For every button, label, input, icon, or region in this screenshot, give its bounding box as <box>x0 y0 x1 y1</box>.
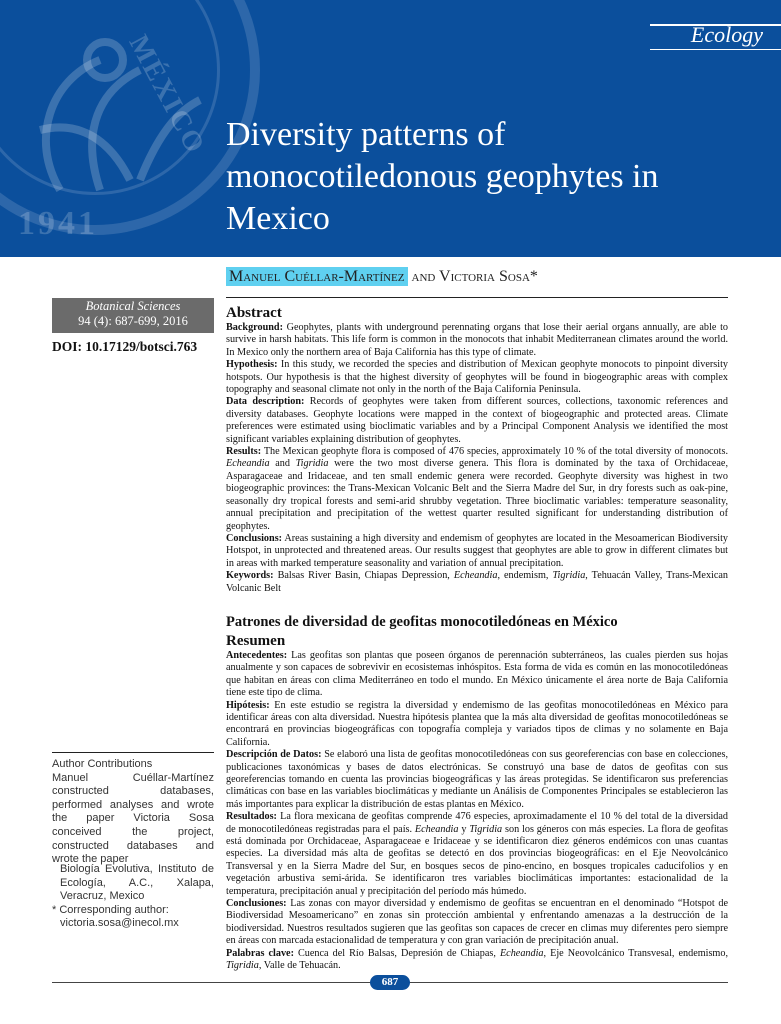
section-rule-bottom <box>650 49 781 50</box>
resumen-hipotesis: Hipótesis: En este estudio se registra la diversidad y endemismo de las geofitas monocotiledóneas en México para identificar áreas con alta diversidad. Nuestra hipótesis plantea que la más alta diversidad de geofitas monocotiledóneas se encontrará en provincias biogeográficas con topografía compleja y variados tipos de climas y no solamente en Baja California. <box>226 699 728 748</box>
contrib-heading: Author Contributions <box>52 758 153 770</box>
first-author[interactable]: Manuel Cuéllar-Martínez <box>226 267 408 286</box>
spanish-title: Patrones de diversidad de geofitas monocotiledóneas en México <box>226 613 618 630</box>
abstract-results: Results: The Mexican geophyte flora is composed of 476 species, approximately 10 % of the total diversity of monocots. Echeandia and Tigridia were the two most diverse genera. This flora is dominated by the taxa of Orchidaceae, Asparagaceae and Iridaceae, and ten small endemic genera were recorded. Geophyte diversity was highest in two biogeographic provinces: the Trans-Mexican Volcanic Belt and the Sierra Madre del Sur, in dry forests such as oak-pine, seasonally dry tropical forests and semi-arid shrubby vegetation. Three bioclimatic variables: temperature seasonality, annual precipitation and precipitation of the wettest quarter resulted significant for understanding distribution of geophytes. <box>226 446 728 532</box>
resumen-palabras-clave: Palabras clave: Cuenca del Río Balsas, Depresión de Chiapas, Echeandia, Eje Neovolcánico Transvesal, endemismo, Tigridia, Valle de Tehuacán. <box>226 947 728 972</box>
sidebar-rule <box>52 752 214 753</box>
page-number: 687 <box>370 975 410 990</box>
doi[interactable]: DOI: 10.17129/botsci.763 <box>52 339 198 354</box>
abstract-heading: Abstract <box>226 305 282 321</box>
affiliation: Biología Evolutiva, Instituto de Ecología, A.C., Xalapa, Veracruz, Mexico <box>60 863 214 903</box>
contrib-text: Manuel Cuéllar-Martínez constructed databases, performed analyses and wrote the paper Victoria Sosa conceived the project, constructed databases and wrote the paper <box>52 771 214 866</box>
seal-year: 1941 <box>18 205 98 242</box>
resumen-antecedentes: Antecedentes: Las geofitas son plantas que poseen órganos de perennación subterráneos, las cuales pierden sus hojas anualmente y son capaces de sobrevivir en ecosistemas inhóspitos. Esta forma de vida es común en las monocotiledóneas que habitan en áreas con clima Mediterráneo en todo el mundo. En México únicamente el área norte de Baja California tiene este tipo de clima. <box>226 649 728 699</box>
author-line <box>226 268 538 286</box>
affiliation-block <box>52 863 214 931</box>
journal-citation-box <box>52 298 214 333</box>
abstract-keywords: Keywords: Balsas River Basin, Chiapas Depression, Echeandia, endemism, Tigridia, Tehuacán Valley, Trans-Mexican Volcanic Belt <box>226 570 729 594</box>
resumen-conclusiones: Conclusiones: Las zonas con mayor diversidad y endemismo de geofitas se encuentran en el denominado “Hotspot de Biodiversidad Mesoamericano” en zonas sin protección ambiental y enfrentando amenazas a la destrucción de la biodiversidad. Nuestros resultados sugieren que las geofitas son capaces de crecer en climas muy diferentes pero siempre en áreas con marcada estacionalidad de temperatura y con gran variación de precipitación anual. <box>226 898 728 947</box>
abstract-background: Background: Geophytes, plants with underground perennating organs that lose their aerial organs annually, are able to survive in harsh habitats. This life form is common in the monocots that inhabit Mediterranean climates around the world. In Mexico only the northern area of Baja California has this type of climate. <box>226 322 728 358</box>
other-authors: and Victoria Sosa* <box>407 268 538 285</box>
abstract-conclusions: Conclusions: Areas sustaining a high diversity and endemism of geophytes are located in the Mesoamerican Biodiversity Hotspot, in unprotected and threatened areas. Our results suggest that geophytes are able to grow in different climates but in areas with marked temperature seasonality and variation of annual precipitation. <box>226 532 728 569</box>
resumen-descripcion: Descripción de Datos: Se elaboró una lista de geofitas monocotiledóneas con sus georeferencias con base en colecciones, publicaciones taxonómicas y bases de datos electrónicas. Se construyó una base de datos de geofitas con sus georeferencias tomando en cuenta las provincias biogeográficas y las áreas protegidas. Se identificaron sus preferencias climáticas con base en las variables bioclimáticas y mediante un Análisis de Componentes Principales se establecieron las más importantes para explicar la distribución de estas plantas en México. <box>226 749 728 810</box>
resumen-resultados: Resultados: La flora mexicana de geofitas comprende 476 especies, aproximadamente el 10 % del total de la diversidad de monocotiledóneas registradas para el país. Echeandia y Tigridia son los géneros con más especies. La flora de geofitas está dominada por Orchidaceae, Asparagaceae e Iridaceae y se identificaron diez géneros endémicos con unas cuantas especies. La diversidad más alta de geofitas se detectó en dos provincias biogeográficas: en el Eje Neovolcánico Transversal y en la Sierra Madre del Sur, en bosques secos de pino-encino, en bosques tropicales caducifolios y en vegetación arbustiva semi-árida. Se identificaron tres variables bioclimáticas importantes: estacionalidad de la temperatura, precipitación anual y precipitación del período más húmedo. <box>226 811 728 897</box>
journal-volume: 94 (4): 687-699, 2016 <box>78 314 188 328</box>
section-label: Ecology <box>690 22 763 47</box>
corresponding-author[interactable]: * Corresponding author: victoria.sosa@inecol.mx <box>52 903 179 930</box>
abstract-hypothesis: Hypothesis: In this study, we recorded the species and distribution of Mexican geophyte monocots to pinpoint diversity hotspots. Our hypothesis is that the highest diversity of geophytes will be found in biogeographic areas with complex topography and seasonal climate not only in the north of the Baja California Peninsula. <box>226 359 728 396</box>
resumen-heading: Resumen <box>226 632 286 649</box>
seal-country: MÉXICO <box>122 30 212 160</box>
author-contributions <box>52 758 214 867</box>
article-title: Diversity patterns of monocotiledonous geophytes in Mexico <box>226 116 659 237</box>
author-rule <box>226 297 728 298</box>
abstract-column <box>226 305 728 973</box>
journal-name: Botanical Sciences <box>85 299 181 313</box>
journal-banner <box>0 0 781 257</box>
abstract-data-description: Data description: Records of geophytes were taken from different sources, collections, taxonomic references and diversity databases. Geophyte locations were mapped in the context of biogeographic and protected areas. Climate preferences were estimated using bioclimatic variables and by a Principal Component Analysis we identified the most significant variables explaining distribution of geophytes. <box>226 396 728 445</box>
